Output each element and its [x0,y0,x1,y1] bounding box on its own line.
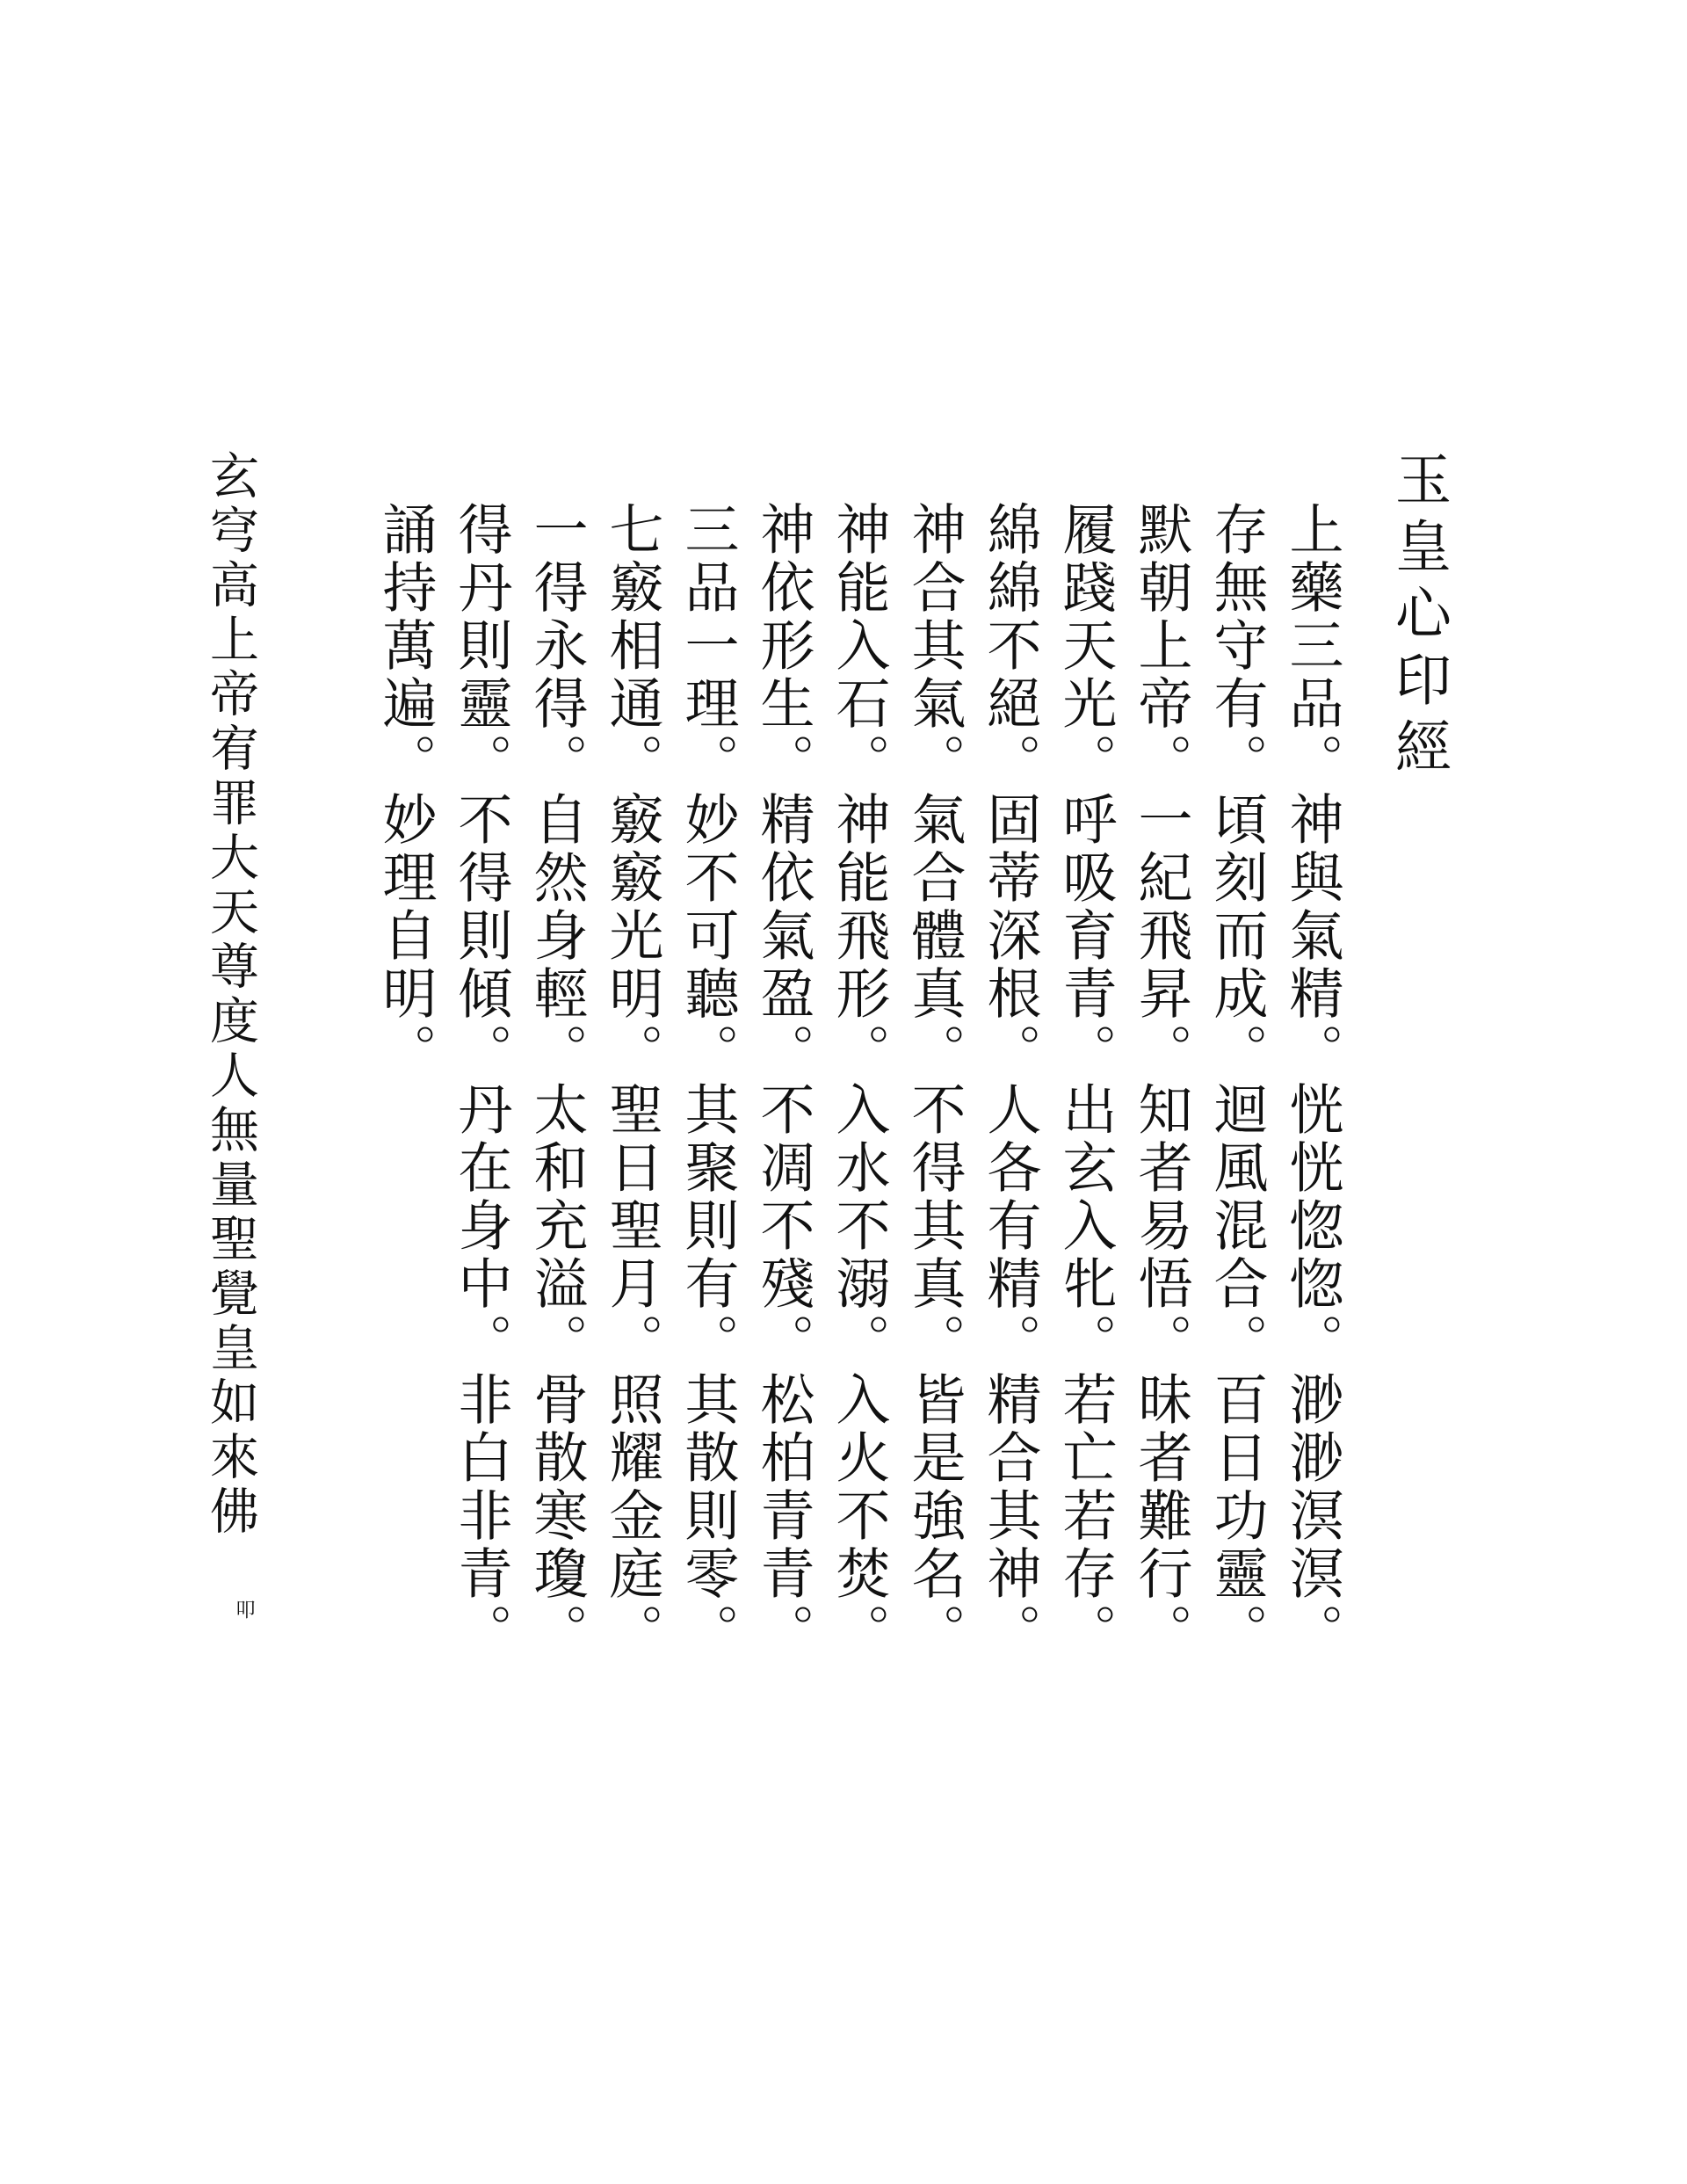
verse-column-2: 存無守有。頃刻而成。迴風混合。百日功靈。 [1205,501,1269,1661]
verse-column-12: 得丹則靈。不得則傾。丹在身中。非白非青。 [449,501,513,1661]
verse-column-5: 綿綿不絕。固蒂深根。人各有精。精合其神。 [978,501,1042,1661]
verse-column-10: 七竅相通。竅竅光明。聖日聖月。照耀金庭。 [600,501,664,1661]
kowtow-mark: 叩 [233,1600,255,1619]
deity-invocation: 玄穹高上帝宥罪大天尊度人無量聖覺皇如來佛 [202,450,259,1540]
verse-column-8: 神依形生。精依氣盈。不凋不殘。松柏青青。 [751,501,815,1661]
verse-column-9: 三品一理。妙不可聽。其聚則有。其散則零。 [676,501,740,1661]
verse-column-11: 一得永得。自然身輕。太和充溢。骨散寒瓊。 [525,501,589,1661]
scripture-title: 玉皇心印經 [1386,450,1451,784]
verse-column-6: 神合其氣。氣合體真。不得其真。皆是強名。 [902,501,967,1661]
verse-column-1: 上藥三品。神與氣精。恍恍惚惚。渺渺溟溟。 [1280,501,1344,1661]
verse-column-13: 誦持萬遍。妙理自明。 [373,501,438,1081]
verse-column-4: 履踐天光。呼吸育青。出玄入牝。若亡若存。 [1053,501,1118,1661]
verse-column-3: 默朝上帝。一紀飛昇。知者易悟。昧者難行。 [1129,501,1193,1661]
verse-column-7: 神能入石。神能飛形。入水不溺。入火不焚。 [827,501,891,1661]
